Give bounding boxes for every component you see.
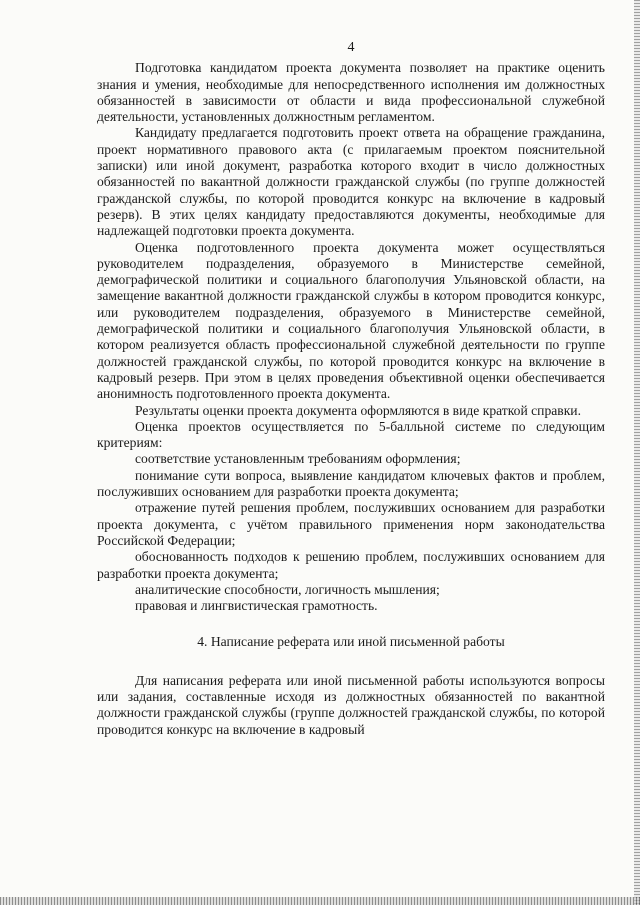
criteria-item: обоснованность подходов к решению проблем, послуживших основанием для разработки проекта документа;	[97, 549, 605, 581]
criteria-item: понимание сути вопроса, выявление кандидатом ключевых фактов и проблем, послуживших основанием для разработки проекта документа;	[97, 467, 605, 500]
paragraph: Кандидату предлагается подготовить проект ответа на обращение гражданина, проект нормативного правового акта (с прилагаемым проектом пояснительной записки) или иной документ, разработка которого входит в число должностных обязанностей по вакантной должности гражданской службы (по группе должностей гражданской службы, по которой проводится конкурс на включение в кадровый резерв). В этих целях кандидату предоставляются документы, необходимые для надлежащей подготовки проекта документа.	[97, 125, 605, 239]
paragraph: Результаты оценки проекта документа оформляются в виде краткой справки.	[135, 402, 581, 418]
section-heading: 4. Написание реферата или иной письменной работы	[197, 634, 505, 650]
scan-edge-right	[634, 0, 640, 905]
scan-edge-bottom	[0, 897, 640, 905]
criteria-item: отражение путей решения проблем, послуживших основанием для разработки проекта документа, с учётом правильного применения норм законодательства Российской Федерации;	[97, 500, 605, 548]
criteria-item: аналитические способности, логичность мышления;	[135, 581, 440, 597]
paragraph: Оценка подготовленного проекта документа может осуществляться руководителем подразделения, образуемого в Министерстве семейной, демографической политики и социального благополучия Ульяновской области, на замещение вакантной должности гражданской службы в котором проводится конкурс, или руководителем подразделения, образуемого в Министерстве семейной, демографической политики и социального благополучия Ульяновской области, в котором реализуется область профессиональной служебной деятельности по группе должностей гражданской службы, по которой проводится конкурс на включение в кадровый резерв. При этом в целях проведения объективной оценки обеспечивается анонимность подготовленного проекта документа.	[97, 239, 605, 402]
criteria-item: правовая и лингвистическая грамотность.	[135, 598, 378, 614]
paragraph: Для написания реферата или иной письменной работы используются вопросы или задания, составленные исходя из должностных обязанностей по вакантной должности гражданской службы (группе должностей гражданской службы, по которой проводится конкурс на включение в кадровый	[97, 672, 605, 737]
document-page	[97, 40, 605, 738]
page-number: 4	[347, 40, 355, 55]
paragraph: Оценка проектов осуществляется по 5-балльной системе по следующим критериям:	[97, 418, 605, 451]
paragraphs-top	[97, 60, 605, 614]
paragraph: Подготовка кандидатом проекта документа позволяет на практике оценить знания и умения, необходимые для непосредственного исполнения им должностных обязанностей в зависимости от области и вида профессиональной служебной деятельности, установленных должностным регламентом.	[97, 60, 605, 125]
paragraphs-bottom	[97, 673, 605, 738]
criteria-item: соответствие установленным требованиям оформления;	[135, 451, 461, 467]
